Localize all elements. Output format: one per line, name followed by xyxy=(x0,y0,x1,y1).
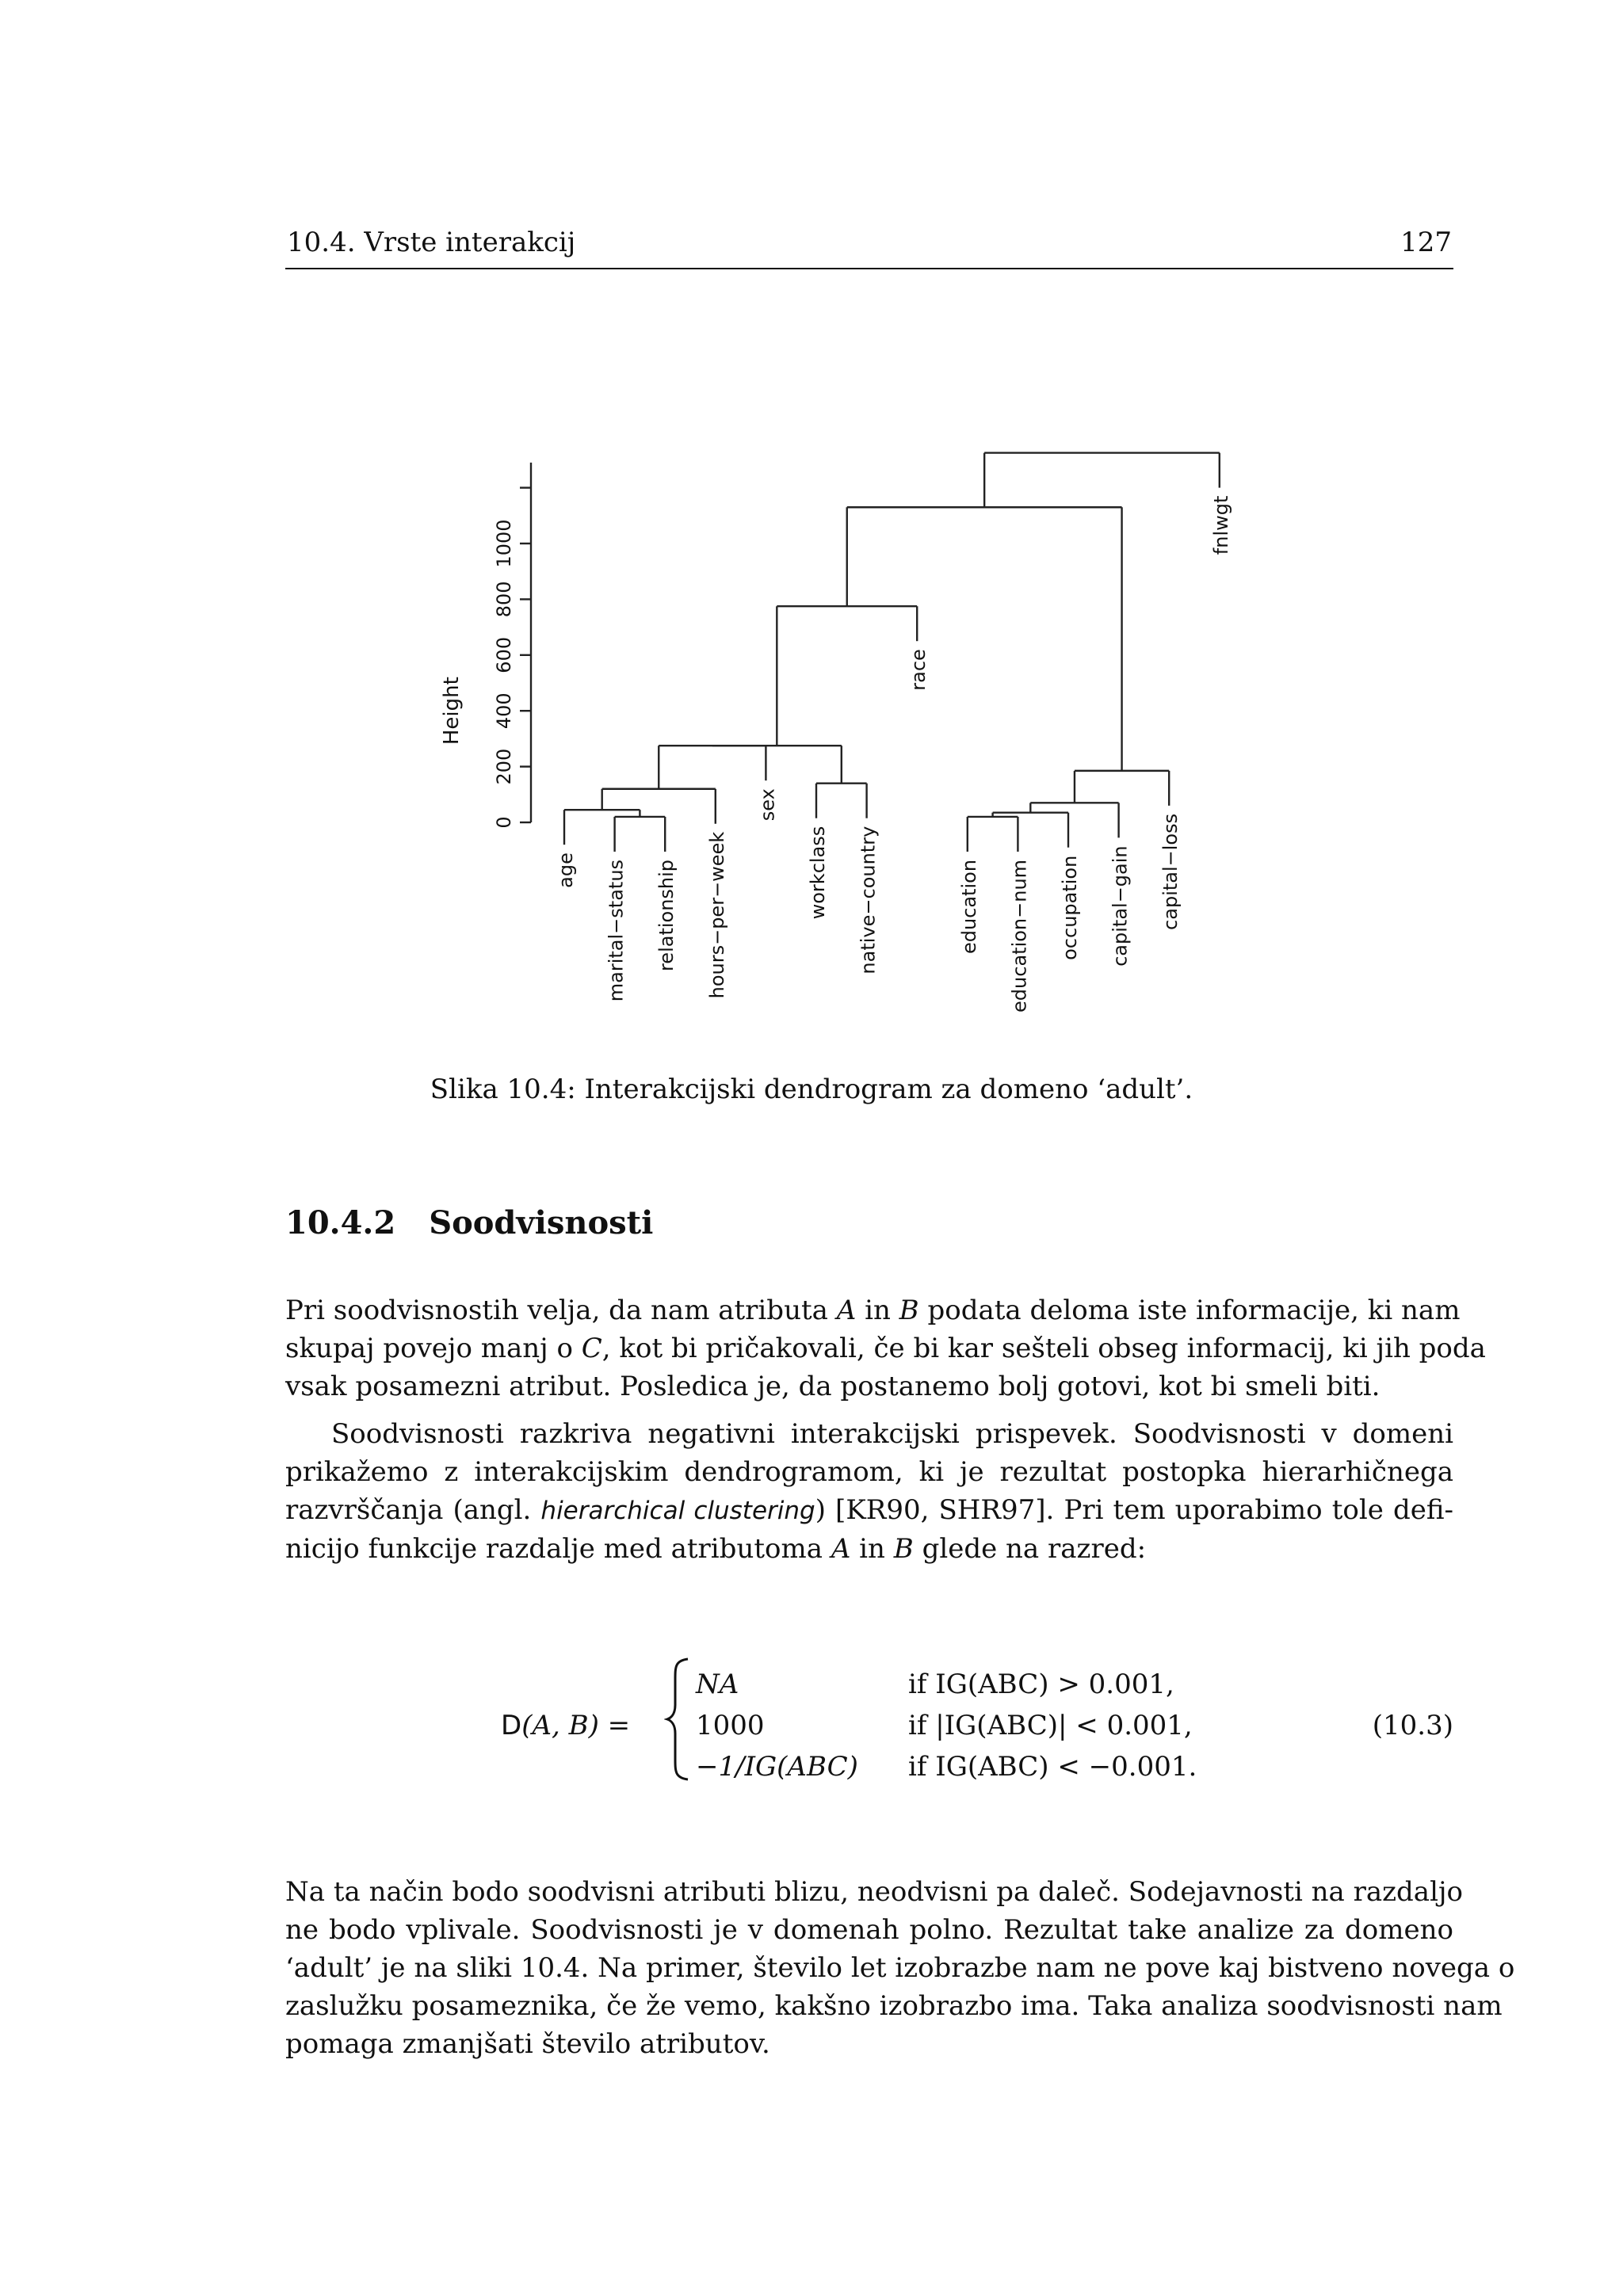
running-head-section: 10.4. Vrste interakcij xyxy=(287,227,576,258)
leaf-label: education xyxy=(957,859,980,955)
leaf-label: native−country xyxy=(857,826,880,974)
y-axis-label: Height xyxy=(440,677,464,746)
paragraph-3-line-1: Na ta način bodo soodvisni atributi blizu, neodvisni pa daleč. Sodejavnosti na razdaljo xyxy=(285,1876,1463,1908)
paragraph-2-line-4: nicijo funkcije razdalje med atributoma A in B glede na razred: xyxy=(285,1533,1147,1565)
page-number: 127 xyxy=(1400,227,1452,258)
equation-lhs: D(A, B) = xyxy=(501,1710,631,1741)
equation-case-1: NA xyxy=(696,1669,739,1700)
paragraph-2 xyxy=(285,1415,1453,1568)
paragraph-3-line-5: pomaga zmanjšati število atributov. xyxy=(285,2028,770,2060)
leaf-label: occupation xyxy=(1059,855,1081,960)
paragraph-3 xyxy=(285,1873,1515,2063)
left-brace-icon xyxy=(664,1656,693,1783)
paragraph-1-line-1: Pri soodvisnostih velja, da nam atributa A in B podata deloma iste informacije, ki nam xyxy=(285,1295,1461,1326)
leaf-label: marital−status xyxy=(605,859,628,1002)
leaf-label: workclass xyxy=(807,826,829,920)
leaf-label: capital−gain xyxy=(1109,845,1132,967)
equation-10-3 xyxy=(0,1648,1623,1806)
y-tick-label: 800 xyxy=(493,581,515,618)
equation-condition-2: if |IG(ABC)| < 0.001, xyxy=(908,1710,1193,1741)
equation-case-2: 1000 xyxy=(696,1710,765,1741)
paragraph-1 xyxy=(285,1291,1486,1405)
paragraph-3-line-2: ne bodo vplivale. Soodvisnosti je v domenah polno. Rezultat take analize za domeno xyxy=(285,1914,1453,1946)
paragraph-3-line-3: ‘adult’ je na sliki 10.4. Na primer, število let izobrazbe nam ne pove kaj bistveno novega o xyxy=(285,1952,1515,1984)
figure-caption: Slika 10.4: Interakcijski dendrogram za domeno ‘adult’. xyxy=(430,1074,1193,1105)
leaf-label: hours−per−week xyxy=(705,831,728,999)
y-tick-label: 200 xyxy=(493,748,515,785)
leaf-label: fnlwgt xyxy=(1209,495,1232,555)
y-tick-label: 400 xyxy=(493,692,515,730)
leaf-label: education−num xyxy=(1008,859,1031,1013)
leaf-label: relationship xyxy=(655,859,678,972)
running-head xyxy=(285,227,1453,269)
paragraph-3-line-4: zaslužku posameznika, če že vemo, kakšno izobrazbo ima. Taka analiza soodvisnosti nam xyxy=(285,1990,1503,2022)
equation-condition-1: if IG(ABC) > 0.001, xyxy=(908,1669,1174,1700)
y-tick-label: 600 xyxy=(493,636,515,673)
paragraph-2-line-1: Soodvisnosti razkriva negativni interakcijski prispevek. Soodvisnosti v domeni xyxy=(331,1418,1453,1450)
leaf-label: sex xyxy=(756,788,779,822)
leaf-label: age xyxy=(555,852,577,888)
paragraph-2-line-2: prikažemo z interakcijskim dendrogramom, ki je rezultat postopka hierarhičnega xyxy=(285,1456,1453,1488)
paragraph-2-line-3: razvrščanja (angl. hierarchical clustering) [KR90, SHR97]. Pri tem uporabimo tole defi- xyxy=(285,1494,1453,1526)
section-heading xyxy=(285,1204,653,1241)
equation-condition-3: if IG(ABC) < −0.001. xyxy=(908,1751,1197,1783)
y-tick-label: 1000 xyxy=(493,519,515,568)
section-title: Soodvisnosti xyxy=(429,1204,654,1241)
equation-number: (10.3) xyxy=(1372,1710,1453,1741)
y-tick-label: 0 xyxy=(493,816,515,829)
dendrogram-chart xyxy=(0,396,1623,1046)
section-number: 10.4.2 xyxy=(285,1204,396,1241)
paragraph-1-line-3: vsak posamezni atribut. Posledica je, da postanemo bolj gotovi, kot bi smeli biti. xyxy=(285,1371,1381,1402)
figure-dendrogram xyxy=(0,396,1623,1046)
leaf-label: race xyxy=(907,649,930,691)
paragraph-1-line-2: skupaj povejo manj o C, kot bi pričakovali, če bi kar sešteli obseg informacij, ki jih poda xyxy=(285,1333,1486,1364)
term-hierarchical-clustering: hierarchical clustering xyxy=(540,1497,815,1525)
equation-case-3: −1/IG(ABC) xyxy=(696,1751,858,1783)
leaf-label: capital−loss xyxy=(1159,813,1182,930)
